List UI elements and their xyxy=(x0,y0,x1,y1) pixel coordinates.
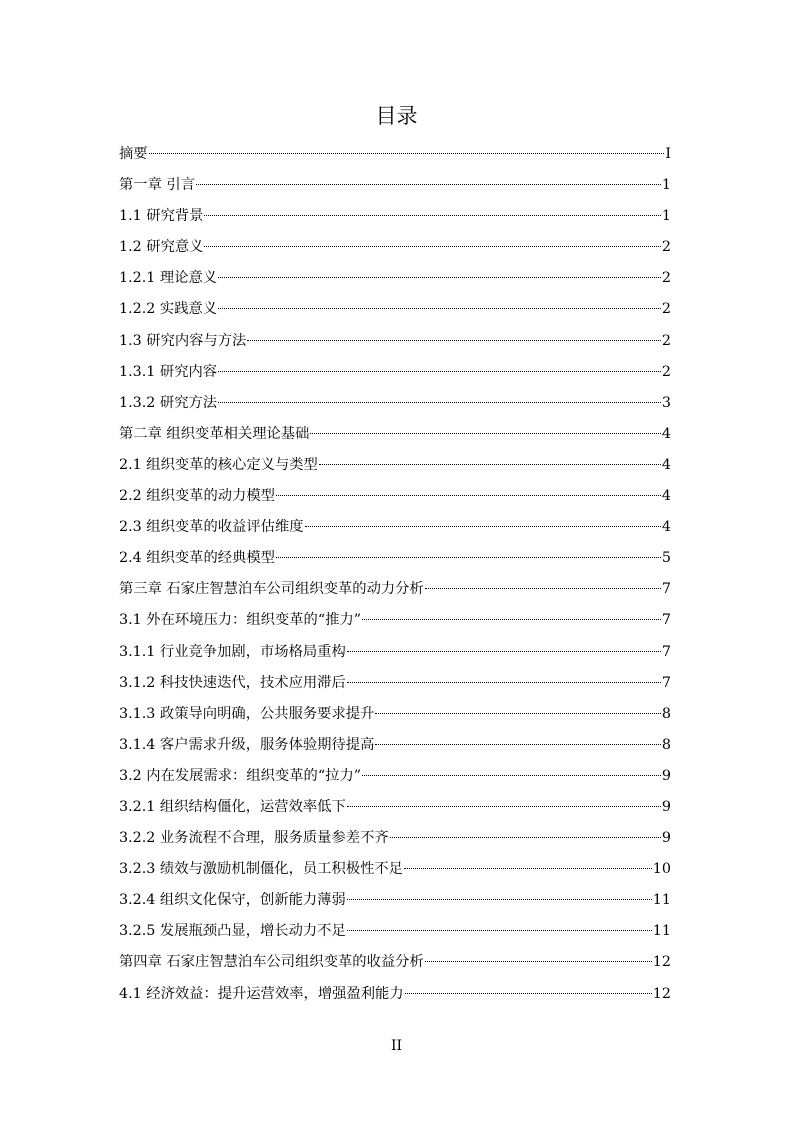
toc-entry-page: 2 xyxy=(661,239,671,256)
toc-entry-label: 3.2 内在发展需求：组织变革的“拉力” xyxy=(119,767,362,784)
toc-entry-page: 12 xyxy=(652,985,671,1002)
toc-entry-page: 10 xyxy=(652,861,671,878)
toc-dot-leader xyxy=(310,433,660,434)
toc-entry[interactable] xyxy=(119,170,671,201)
toc-dot-leader xyxy=(305,526,661,527)
toc-dot-leader xyxy=(204,215,660,216)
toc-dot-leader xyxy=(347,899,652,900)
toc-entry[interactable] xyxy=(119,574,671,605)
toc-entry[interactable] xyxy=(119,605,671,636)
toc-entry[interactable] xyxy=(119,637,671,668)
toc-entry[interactable] xyxy=(119,854,671,885)
toc-entry-page: 2 xyxy=(661,301,671,318)
toc-dot-leader xyxy=(405,993,652,994)
toc-entry-label: 1.2.2 实践意义 xyxy=(119,301,218,318)
toc-dot-leader xyxy=(375,713,661,714)
toc-entry-page: 9 xyxy=(661,767,671,784)
toc-entry-page: 8 xyxy=(661,736,671,753)
toc-dot-leader xyxy=(196,184,661,185)
toc-entry[interactable] xyxy=(119,294,671,325)
toc-entry-page: 9 xyxy=(661,830,671,847)
toc-entry-page: 11 xyxy=(652,923,671,940)
toc-entry[interactable] xyxy=(119,668,671,699)
toc-dot-leader xyxy=(319,464,661,465)
toc-entry[interactable] xyxy=(119,263,671,294)
toc-entry-page: 1 xyxy=(661,177,671,194)
toc-entry-page: 5 xyxy=(661,550,671,567)
toc-entry[interactable] xyxy=(119,543,671,574)
toc-entry-label: 3.2.2 业务流程不合理，服务质量参差不齐 xyxy=(119,830,389,847)
toc-entry-label: 摘要 xyxy=(119,146,148,162)
toc-entry[interactable] xyxy=(119,201,671,232)
toc-entry-label: 第四章 石家庄智慧泊车公司组织变革的收益分析 xyxy=(119,954,424,971)
toc-entry-label: 第二章 组织变革相关理论基础 xyxy=(119,425,310,442)
toc-entry-page: 7 xyxy=(661,612,671,629)
toc-dot-leader xyxy=(218,277,661,278)
toc-entry[interactable] xyxy=(119,326,671,357)
toc-dot-leader xyxy=(149,153,665,154)
toc-entry-page: 7 xyxy=(661,643,671,660)
page-title: 目录 xyxy=(375,104,418,128)
toc-entry-label: 3.1.3 政策导向明确，公共服务要求提升 xyxy=(119,705,375,722)
toc-dot-leader xyxy=(425,588,661,589)
toc-entry-page: 7 xyxy=(661,581,671,598)
toc-dot-leader xyxy=(218,371,661,372)
toc-entry[interactable] xyxy=(119,388,671,419)
toc-entry-label: 第一章 引言 xyxy=(119,177,196,194)
toc-entry[interactable] xyxy=(119,232,671,263)
toc-entry-page: 1 xyxy=(661,208,671,225)
toc-entry-label: 1.3 研究内容与方法 xyxy=(119,332,247,349)
toc-dot-leader xyxy=(218,308,661,309)
toc-entry-page: 2 xyxy=(661,332,671,349)
toc-dot-leader xyxy=(404,868,652,869)
toc-entry-page: 4 xyxy=(661,456,671,473)
toc-entry-page: 2 xyxy=(661,270,671,287)
toc-entry-label: 1.3.2 研究方法 xyxy=(119,394,218,411)
toc-entry[interactable] xyxy=(119,916,671,947)
toc-entry-label: 3.2.4 组织文化保守，创新能力薄弱 xyxy=(119,892,346,909)
toc-dot-leader xyxy=(425,961,652,962)
toc-entry-label: 3.1.2 科技快速迭代，技术应用滞后 xyxy=(119,674,346,691)
toc-entry-page: 4 xyxy=(661,425,671,442)
toc-entry-label: 2.1 组织变革的核心定义与类型 xyxy=(119,456,318,473)
toc-entry-label: 2.2 组织变革的动力模型 xyxy=(119,488,275,505)
toc-entry-label: 1.2 研究意义 xyxy=(119,239,204,256)
toc-entry[interactable] xyxy=(119,481,671,512)
toc-entry-page: 8 xyxy=(661,705,671,722)
toc-entry[interactable] xyxy=(119,792,671,823)
toc-entry-label: 3.2.3 绩效与激励机制僵化，员工积极性不足 xyxy=(119,861,403,878)
toc-entry-label: 3.1.1 行业竞争加剧，市场格局重构 xyxy=(119,643,346,660)
toc-dot-leader xyxy=(247,340,661,341)
toc-dot-leader xyxy=(347,806,661,807)
toc-entry-page: 4 xyxy=(661,488,671,505)
toc-entry-label: 2.4 组织变革的经典模型 xyxy=(119,550,275,567)
table-of-contents xyxy=(119,139,671,1010)
toc-entry[interactable] xyxy=(119,979,671,1010)
toc-entry-page: 7 xyxy=(661,674,671,691)
toc-entry-label: 1.3.1 研究内容 xyxy=(119,363,218,380)
toc-entry[interactable] xyxy=(119,947,671,978)
toc-entry-page: I xyxy=(665,146,671,162)
toc-dot-leader xyxy=(218,402,661,403)
toc-entry-label: 3.2.1 组织结构僵化，运营效率低下 xyxy=(119,798,346,815)
toc-dot-leader xyxy=(347,682,661,683)
toc-entry-page: 11 xyxy=(652,892,671,909)
toc-dot-leader xyxy=(347,930,652,931)
toc-entry[interactable] xyxy=(119,139,671,170)
page-number: II xyxy=(390,1038,403,1054)
toc-entry-label: 1.1 研究背景 xyxy=(119,208,204,225)
toc-dot-leader xyxy=(276,495,661,496)
toc-dot-leader xyxy=(362,619,661,620)
toc-dot-leader xyxy=(390,837,661,838)
toc-entry-page: 3 xyxy=(661,394,671,411)
toc-entry-label: 第三章 石家庄智慧泊车公司组织变革的动力分析 xyxy=(119,581,424,598)
toc-entry-label: 2.3 组织变革的收益评估维度 xyxy=(119,519,304,536)
toc-dot-leader xyxy=(204,246,660,247)
toc-dot-leader xyxy=(362,775,661,776)
toc-entry[interactable] xyxy=(119,823,671,854)
toc-entry[interactable] xyxy=(119,885,671,916)
toc-entry[interactable] xyxy=(119,419,671,450)
toc-dot-leader xyxy=(375,744,661,745)
toc-entry-page: 12 xyxy=(652,954,671,971)
toc-entry-label: 3.2.5 发展瓶颈凸显，增长动力不足 xyxy=(119,923,346,940)
toc-entry-label: 4.1 经济效益：提升运营效率，增强盈利能力 xyxy=(119,985,404,1002)
toc-entry[interactable] xyxy=(119,357,671,388)
toc-entry-page: 2 xyxy=(661,363,671,380)
toc-entry[interactable] xyxy=(119,730,671,761)
toc-entry[interactable] xyxy=(119,699,671,730)
toc-entry-page: 9 xyxy=(661,798,671,815)
toc-dot-leader xyxy=(276,557,661,558)
toc-entry-page: 4 xyxy=(661,519,671,536)
toc-entry-label: 3.1.4 客户需求升级，服务体验期待提高 xyxy=(119,736,375,753)
toc-entry-label: 3.1 外在环境压力：组织变革的“推力” xyxy=(119,612,362,629)
toc-dot-leader xyxy=(347,651,661,652)
toc-entry[interactable] xyxy=(119,450,671,481)
toc-entry[interactable] xyxy=(119,512,671,543)
toc-entry-label: 1.2.1 理论意义 xyxy=(119,270,218,287)
toc-entry[interactable] xyxy=(119,761,671,792)
